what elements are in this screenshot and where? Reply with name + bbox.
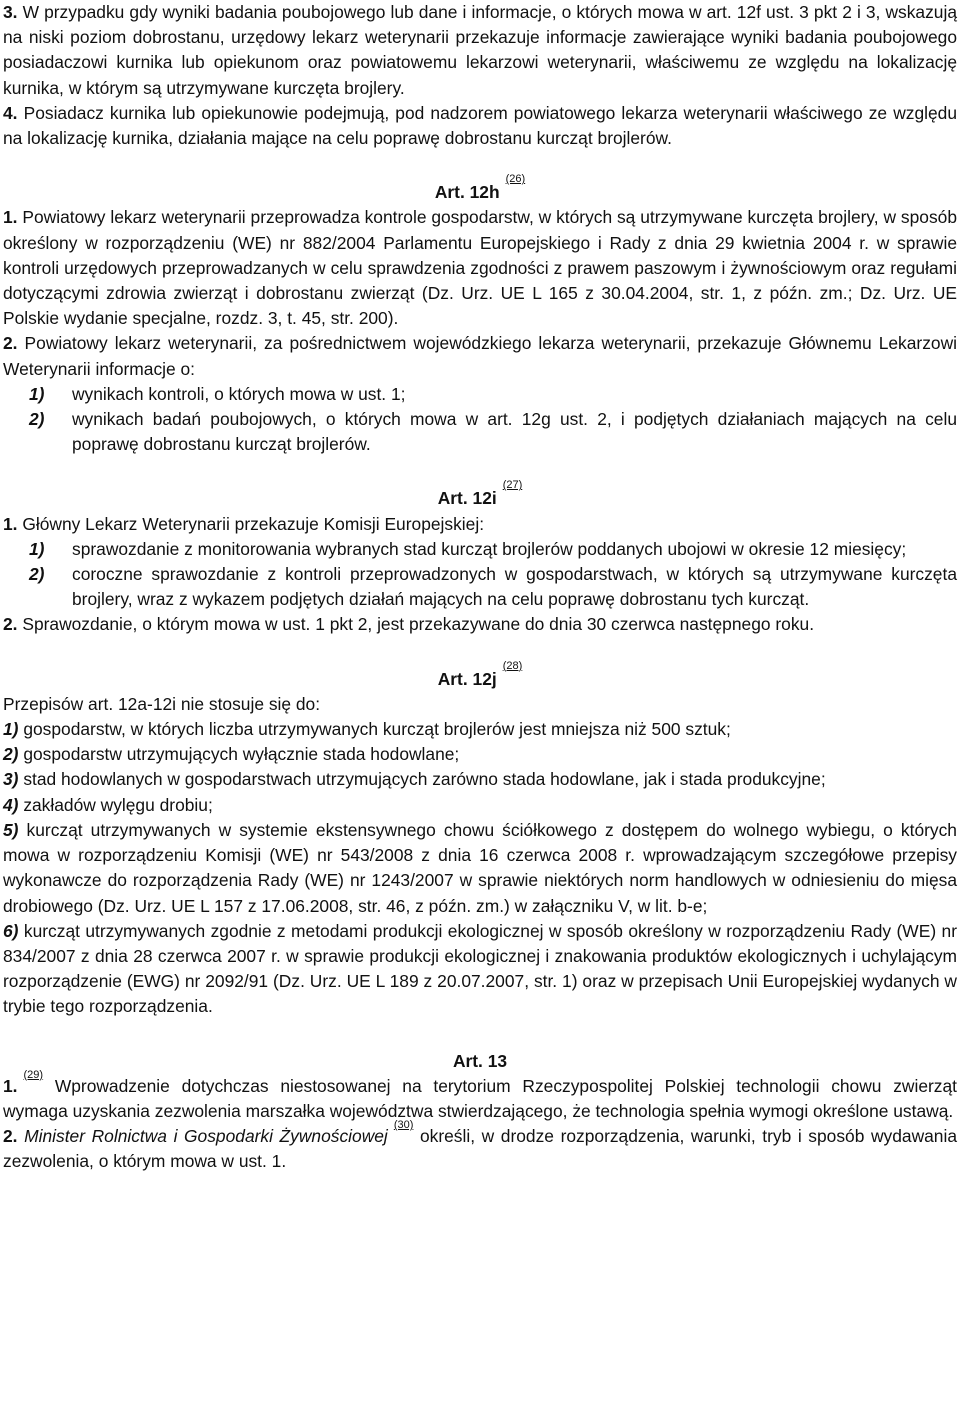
list-item-text: wynikach badań poubojowych, o których mowa w art. 12g ust. 2, i podjętych działaniach mających na celu poprawę dobrostanu kurcząt brojlerów. — [72, 409, 957, 455]
list-marker: 4) — [3, 794, 19, 815]
paragraph-3 — [3, 0, 957, 101]
list-item-text: wynikach kontroli, o których mowa w ust. 1; — [72, 383, 406, 404]
art-12h-paragraph-2 — [3, 331, 957, 381]
list-marker: 6) — [3, 920, 19, 941]
paragraph-text: Powiatowy lekarz weterynarii przeprowadza kontrole gospodarstw, w których są utrzymywane kurczęta brojlery, w sposób określony w rozporządzeniu (WE) nr 882/2004 Parlamentu Europejskiego i Rady z dnia 29 kwietnia 2004 r. w sprawie kontroli urzędowych przeprowadzanych w celu sprawdzenia zgodności z prawem paszowym i żywnościowym oraz regułami dotyczącymi zdrowia zwierząt i dobrostanu zwierząt (Dz. Urz. UE L 165 z 30.04.2004, str. 1, z późn. zm.; Dz. Urz. UE Polskie wydanie specjalne, rozdz. 3, t. 45, str. 200). — [3, 207, 957, 329]
footnote-link-29[interactable]: (29) — [23, 1068, 44, 1081]
list-item-text: kurcząt utrzymywanych w systemie ekstensywnego chowu ściółkowego z dostępem do wolnego wybiegu, o których mowa w rozporządzeniu Komisji (WE) nr 543/2008 z dnia 16 czerwca 2008 r. wprowadzającym szczegółowe przepisy wykonawcze do rozporządzenia Rady (WE) nr 1243/2007 w sprawie niektórych norm handlowych w odniesieniu do mięsa drobiowego (Dz. Urz. UE L 157 z 17.06.2008, str. 46, z późn. zm.) w załączniku V, w lit. b-e; — [3, 819, 957, 916]
minister-name: Minister Rolnictwa i Gospodarki Żywnościowej — [24, 1126, 388, 1147]
art-12i-paragraph-1 — [3, 512, 957, 537]
paragraph-number: 1. — [3, 207, 18, 228]
paragraph-text: Powiatowy lekarz weterynarii, za pośrednictwem wojewódzkiego lekarza weterynarii, przekazuje Głównemu Lekarzowi Weterynarii informacje o: — [3, 333, 957, 379]
art-13-paragraph-1 — [3, 1068, 957, 1124]
paragraph-text: określi, w drodze rozporządzenia, warunki, tryb i sposób wydawania zezwolenia, o którym mowa w ust. 1. — [3, 1126, 958, 1172]
list-item — [3, 717, 957, 742]
footnote-link-26[interactable]: (26) — [505, 173, 526, 186]
list-marker: 1) — [29, 538, 45, 559]
paragraph-number: 2. — [3, 333, 18, 354]
list-marker: 5) — [3, 819, 19, 840]
list-item-text: sprawozdanie z monitorowania wybranych stad kurcząt brojlerów poddanych ubojowi w okresie 12 miesięcy; — [72, 538, 907, 559]
paragraph-text: W przypadku gdy wyniki badania poubojowego lub dane i informacje, o których mowa w art. 12f ust. 3 pkt 2 i 3, wskazują na niski poziom dobrostanu, urzędowy lekarz weterynarii przekazuje informacje zawierające wyniki badania poubojowego posiadaczowi kurnika lub opiekunom oraz powiatowemu lekarzowi weterynarii, właściwemu ze względu na lokalizację kurnika, w którym są utrzymywane kurczęta brojlery. — [3, 2, 957, 98]
list-item — [3, 818, 957, 919]
list-item — [3, 562, 957, 612]
footnote-link-28[interactable]: (28) — [502, 659, 523, 672]
paragraph-number: 1. — [3, 1075, 18, 1096]
footnote-link-27[interactable]: (27) — [502, 479, 523, 492]
list-item-text: gospodarstw utrzymujących wyłącznie stada hodowlane; — [23, 744, 460, 765]
paragraph-text: Sprawozdanie, o którym mowa w ust. 1 pkt 2, jest przekazywane do dnia 30 czerwca następnego roku. — [17, 614, 815, 635]
list-marker: 1) — [3, 719, 19, 740]
paragraph-number: 2. — [3, 1126, 18, 1147]
list-item — [3, 742, 957, 767]
paragraph-number: 4. — [3, 102, 18, 123]
paragraph-number: 1. — [3, 513, 18, 534]
list-item — [3, 382, 957, 407]
paragraph-number: 3. — [3, 2, 18, 22]
list-item-text: gospodarstw, w których liczba utrzymywanych kurcząt brojlerów jest mniejsza niż 500 sztuk; — [23, 719, 731, 740]
list-item-text: kurcząt utrzymywanych zgodnie z metodami produkcji ekologicznej w sposób określony w rozporządzeniu Rady (WE) nr 834/2007 z dnia 28 czerwca 2007 r. w sprawie produkcji ekologicznej i znakowania produktów ekologicznych i uchylającym rozporządzenie (EWG) nr 2092/91 (Dz. Urz. UE L 189 z 20.07.2007, str. 1) oraz w przepisach Unii Europejskiej wydanych w trybie tego rozporządzenia. — [3, 920, 957, 1017]
list-marker: 1) — [29, 383, 45, 404]
list-item-text: stad hodowlanych w gospodarstwach utrzymujących zarówno stada hodowlane, jak i stada produkcyjne; — [23, 769, 826, 790]
article-heading-12h: Art. 12h$^{(26)}$ — [434, 173, 526, 203]
footnote-link-30[interactable]: (30) — [393, 1119, 414, 1132]
list-item — [3, 537, 957, 562]
list-marker: 3) — [3, 769, 19, 790]
paragraph-4 — [3, 101, 957, 151]
art-12i-paragraph-2 — [3, 612, 957, 637]
list-item — [3, 793, 957, 818]
list-marker: 2) — [3, 744, 19, 765]
article-heading-12i: Art. 12i$^{(27)}$ — [437, 479, 523, 509]
paragraph-text: Wprowadzenie dotychczas niestosowanej na terytorium Rzeczypospolitej Polskiej technologii chowu zwierząt wymaga uzyskania zezwolenia marszałka województwa stwierdzającego, że technologia spełnia wymogi określone ustawą. — [3, 1075, 957, 1121]
list-item-text: zakładów wylęgu drobiu; — [23, 794, 213, 815]
list-marker: 2) — [29, 564, 45, 585]
art-13-paragraph-2 — [3, 1119, 958, 1174]
list-item — [3, 767, 957, 792]
list-item-text: coroczne sprawozdanie z kontroli przeprowadzonych w gospodarstwach, w których są utrzymywane kurczęta brojlery, wraz z wykazem podjętych działań mających na celu poprawę dobrostanu tych kurcząt. — [72, 564, 957, 610]
list-marker: 2) — [29, 409, 45, 430]
article-heading-13: Art. 13 — [452, 1050, 508, 1071]
paragraph-number: 2. — [3, 614, 18, 635]
list-item — [3, 407, 957, 457]
art-12h-paragraph-1 — [3, 205, 957, 331]
paragraph-text: Główny Lekarz Weterynarii przekazuje Komisji Europejskiej: — [17, 513, 485, 534]
paragraph-text: Posiadacz kurnika lub opiekunowie podejmują, pod nadzorem powiatowego lekarza weterynarii właściwego ze względu na lokalizację kurnika, działania mające na celu poprawę dobrostanu kurcząt brojlerów. — [3, 102, 957, 149]
list-item — [3, 919, 957, 1020]
article-heading-12j: Art. 12j$^{(28)}$ — [437, 659, 523, 689]
art-12j-intro: Przepisów art. 12a-12i nie stosuje się do: — [3, 693, 321, 714]
